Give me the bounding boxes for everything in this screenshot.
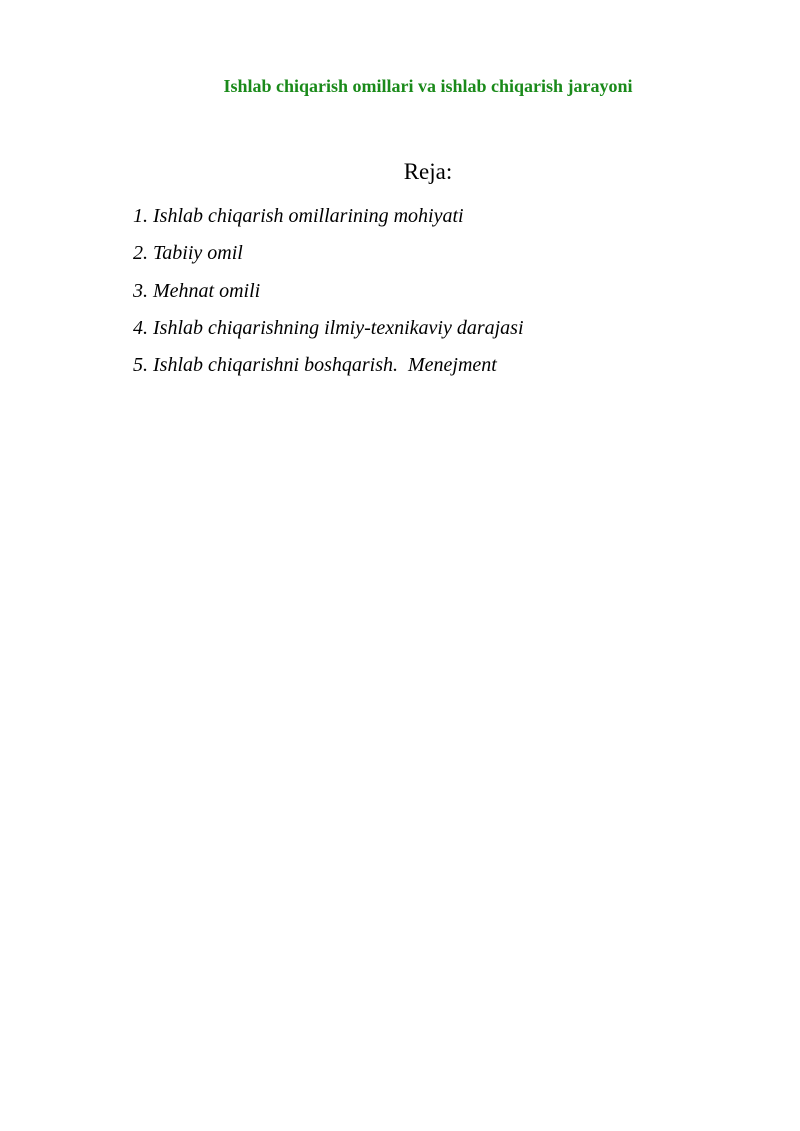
- plan-item-3: 3. Mehnat omili: [133, 279, 261, 302]
- plan-item-4: 4. Ishlab chiqarishning ilmiy-texnikaviy darajasi: [133, 316, 524, 339]
- plan-heading: Reja:: [403, 159, 453, 184]
- plan-list: [133, 204, 524, 390]
- plan-item-2: 2. Tabiiy omil: [133, 242, 243, 265]
- document-title: Ishlab chiqarish omillari va ishlab chiqarish jarayoni: [223, 76, 633, 96]
- plan-item-1: 1. Ishlab chiqarish omillarining mohiyati: [133, 205, 464, 227]
- plan-item-5: 5. Ishlab chiqarishni boshqarish. Menejment: [133, 354, 497, 377]
